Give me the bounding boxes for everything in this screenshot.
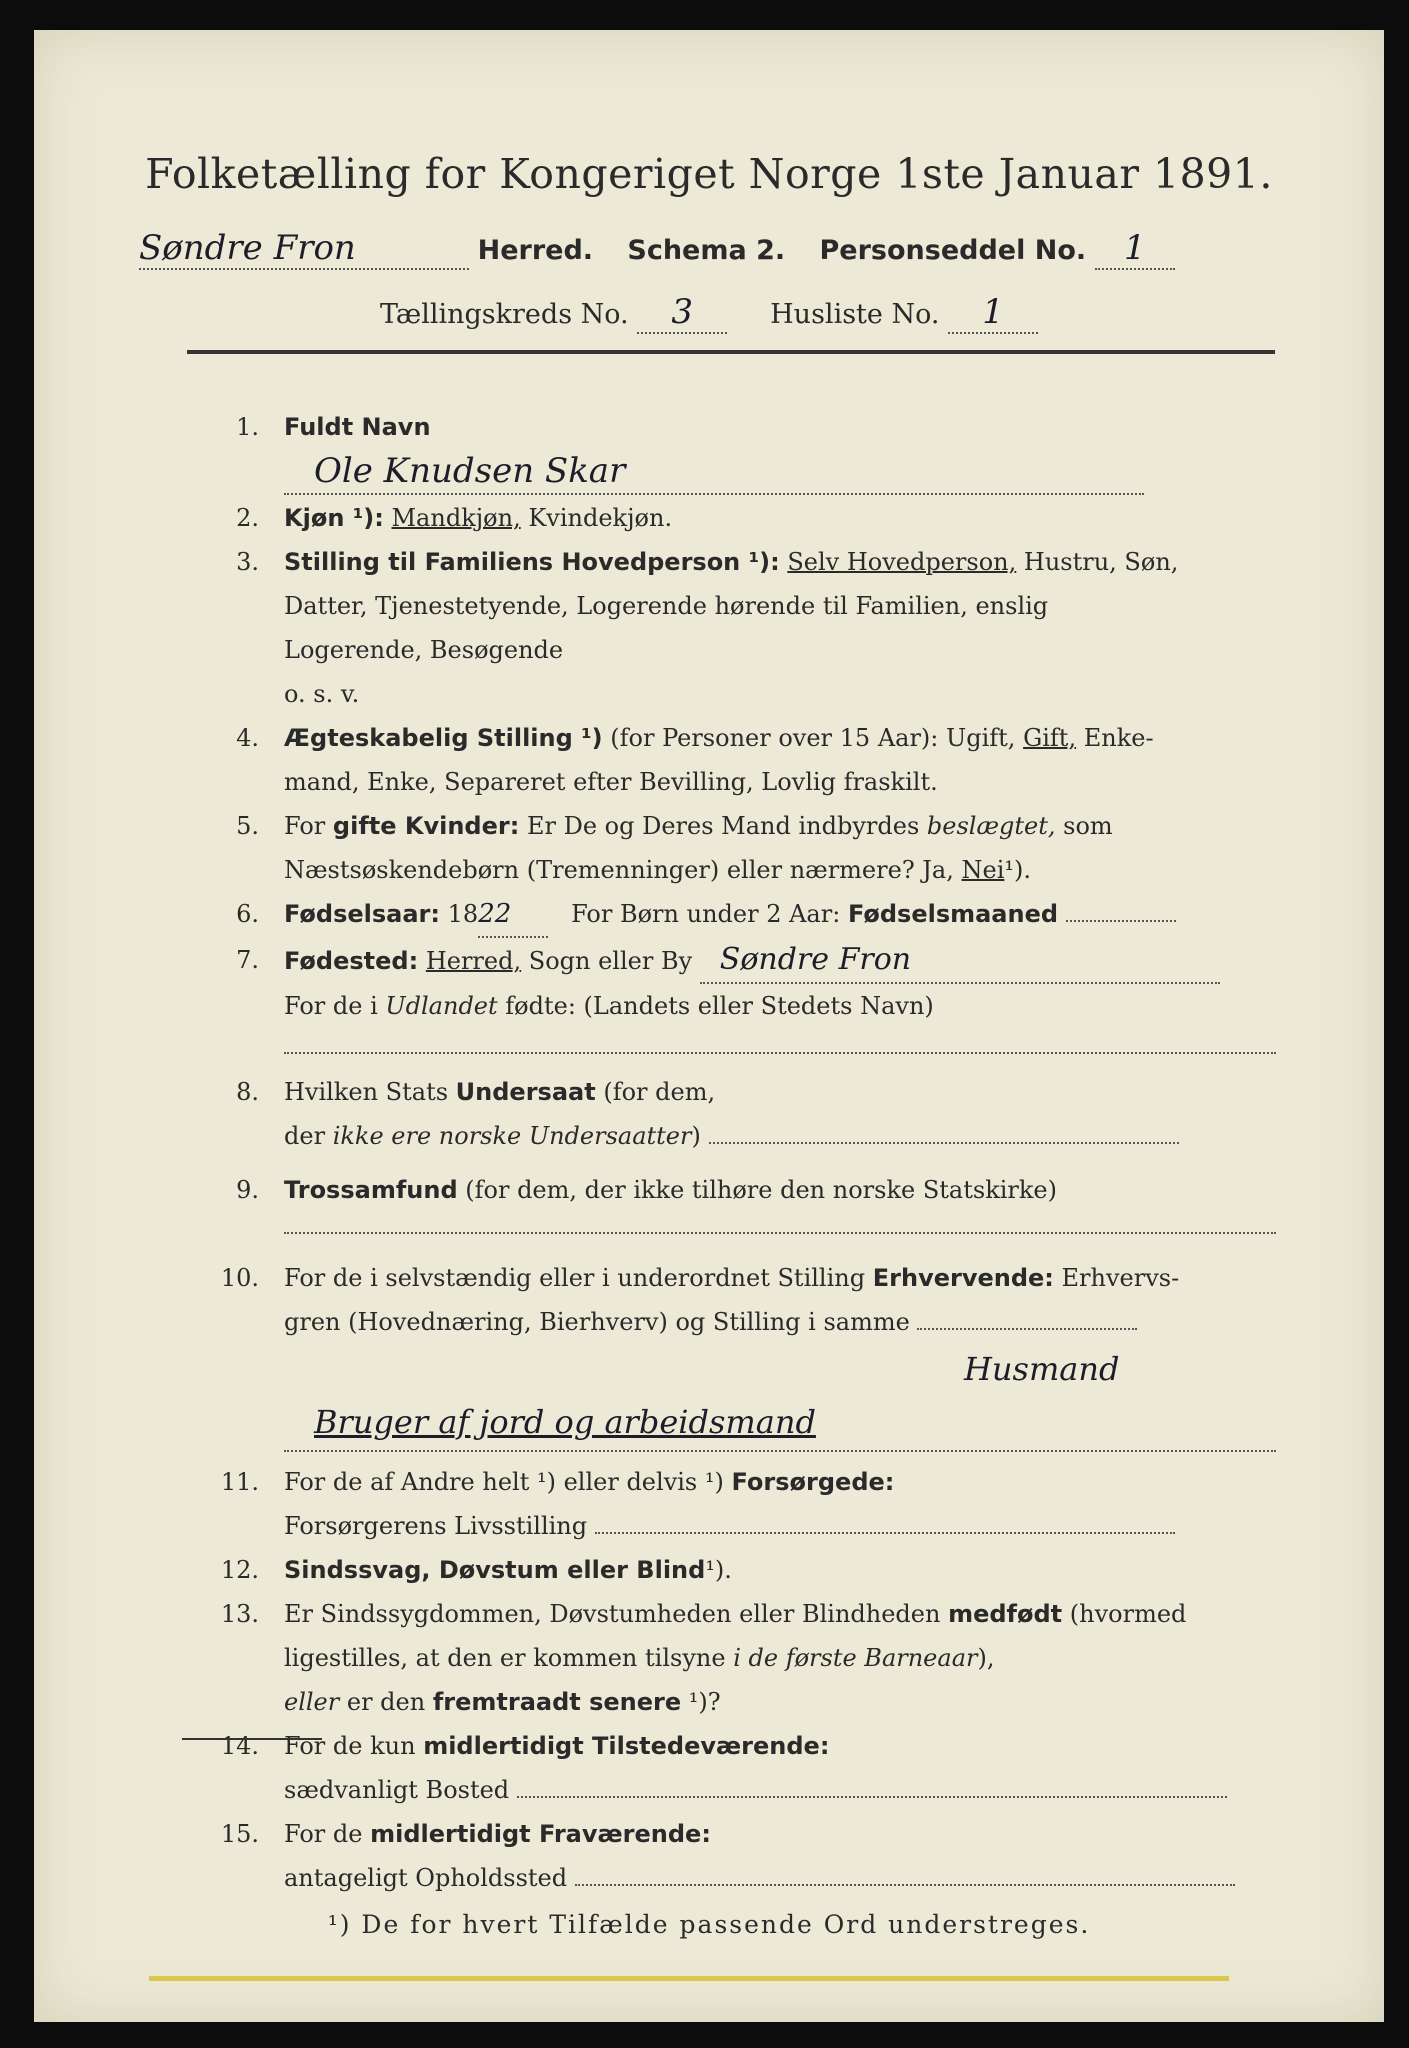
item-label: gifte Kvinder:: [332, 812, 520, 840]
item-text-italic: beslægtet,: [926, 812, 1056, 840]
item-text: (for dem, der ikke tilhøre den norske Statskirke): [465, 1176, 1057, 1204]
item-15: [184, 1812, 1276, 1900]
header-row-herred: [139, 228, 1264, 270]
header-divider: [187, 350, 1275, 354]
item-label: midlertidigt Fraværende:: [370, 1820, 711, 1848]
footnote-divider: [182, 1738, 322, 1740]
provider-blank: [595, 1532, 1175, 1534]
item-text: Hvilken Stats: [284, 1078, 449, 1106]
item-label: fremtraadt senere: [432, 1688, 682, 1716]
item-text: For Børn under 2 Aar:: [571, 900, 841, 928]
item-label: Fødselsmaaned: [847, 900, 1059, 928]
item-text: For de i: [284, 992, 378, 1020]
item-text: Erhvervs-: [1061, 1264, 1180, 1292]
item-text: Er Sindssygdommen, Døvstumheden eller Blindheden: [284, 1600, 941, 1628]
form-items: [184, 405, 1276, 1900]
birth-month-blank: [1066, 920, 1176, 922]
option-gift-underlined: Gift,: [1023, 724, 1077, 752]
header-row-kreds: [34, 292, 1384, 334]
bottom-yellow-line: [149, 1976, 1229, 1981]
item-text: antageligt Opholdssted: [284, 1864, 568, 1892]
item-number: 10.: [220, 1264, 259, 1292]
probable-residence-blank: [575, 1884, 1235, 1886]
option-nei-underlined: Nei: [961, 856, 1005, 884]
item-number: 11.: [220, 1468, 259, 1496]
item-label: Fødselsaar:: [284, 900, 440, 928]
item-number: 8.: [236, 1078, 259, 1106]
item-text: fødte: (Landets eller Stedets Navn): [505, 992, 934, 1020]
item-text: ligestilles, at den er kommen tilsyne: [284, 1644, 726, 1672]
option-kvindekjon: Kvindekjøn.: [528, 504, 673, 532]
option-mandkjon-underlined: Mandkjøn,: [391, 504, 521, 532]
item-text: For de kun: [284, 1732, 416, 1760]
personseddel-label: Personseddel No.: [819, 235, 1087, 266]
item-label: Undersaat: [455, 1078, 596, 1106]
item-11: [184, 1460, 1276, 1548]
item-text-italic: Udlandet: [385, 992, 498, 1020]
item-text-italic: ikke ere norske Undersaatter: [332, 1122, 692, 1150]
item-6: [184, 892, 1276, 938]
item-text: der: [284, 1122, 326, 1150]
item-text: Næstsøskendebørn (Tremenninger) eller nærmere? Ja,: [284, 856, 954, 884]
occupation-hand-row-1: [284, 1344, 1276, 1394]
item-text: For de af Andre helt ¹) eller delvis ¹): [284, 1468, 724, 1496]
item-number: 3.: [236, 548, 259, 576]
item-text: For de i selvstændig eller i underordnet Stilling: [284, 1264, 866, 1292]
husliste-number: 1: [948, 292, 1038, 334]
kreds-number: 3: [637, 292, 727, 334]
item-number: 1.: [236, 413, 259, 441]
item-7: [184, 938, 1276, 1028]
item-label: Erhvervende:: [872, 1264, 1054, 1292]
item-text: Sogn eller By: [528, 947, 693, 975]
item-8: [184, 1070, 1276, 1158]
item-number: 9.: [236, 1176, 259, 1204]
item-5: [184, 804, 1276, 892]
item-label: Fuldt Navn: [284, 413, 431, 441]
item-text: er den: [346, 1688, 426, 1716]
item-4: [184, 716, 1276, 804]
item-10: [184, 1256, 1276, 1452]
foreign-birthplace-blank: [284, 1028, 1276, 1054]
item-text: mand, Enke, Separeret efter Bevilling, Lovlig fraskilt.: [284, 768, 938, 796]
religion-blank: [284, 1212, 1276, 1234]
item-label: Sindssvag, Døvstum eller Blind: [284, 1556, 706, 1584]
item-number: 12.: [220, 1556, 259, 1584]
item-1: [184, 405, 1276, 496]
schema-label: Schema 2.: [627, 235, 786, 266]
item-label: Trossamfund: [284, 1176, 458, 1204]
item-text: For de: [284, 1820, 363, 1848]
kreds-label: Tællingskreds No.: [379, 299, 629, 330]
birth-year-prefix: 18: [447, 900, 479, 928]
item-text: Datter, Tjenestetyende, Logerende hørende til Familien, enslig: [284, 592, 1049, 620]
item-text: (for Personer over 15 Aar): Ugift,: [610, 724, 1016, 752]
item-text: ¹).: [705, 1556, 732, 1584]
item-text-italic: i de første Barneaar: [733, 1644, 978, 1672]
form-title: Folketælling for Kongeriget Norge 1ste Januar 1891.: [145, 150, 1273, 198]
item-14: [184, 1724, 1276, 1812]
herred-name: Søndre Fron: [139, 228, 469, 270]
occupation-hand-1: Husmand: [964, 1350, 1120, 1388]
item-text: Er De og Deres Mand indbyrdes: [526, 812, 920, 840]
occupation-hand-2: Bruger af jord og arbeidsmand: [314, 1403, 816, 1441]
full-name-value: Ole Knudsen Skar: [284, 449, 1144, 495]
item-number: 13.: [220, 1600, 259, 1628]
item-3: [184, 540, 1276, 716]
herred-label: Herred.: [477, 235, 594, 266]
item-text: ): [691, 1122, 701, 1150]
item-text: ¹).: [1004, 856, 1032, 884]
item-number: 4.: [236, 724, 259, 752]
item-text: o. s. v.: [284, 680, 360, 708]
item-label: midlertidigt Tilstedeværende:: [423, 1732, 830, 1760]
item-text: (for dem,: [603, 1078, 716, 1106]
husliste-label: Husliste No.: [770, 299, 940, 330]
item-number: 14.: [220, 1732, 259, 1760]
item-text: (hvormed: [1069, 1600, 1187, 1628]
census-form-page: [34, 30, 1384, 2022]
item-label: Stilling til Familiens Hovedperson ¹):: [284, 548, 780, 576]
item-label: Fødested:: [284, 947, 419, 975]
item-label: Kjøn ¹):: [284, 504, 384, 532]
birthplace-value: Søndre Fron: [700, 938, 1220, 984]
occupation-hand-row-2: [284, 1394, 1276, 1452]
footnote: ¹) De for hvert Tilfælde passende Ord understreges.: [327, 1910, 1091, 1939]
occupation-blank: [917, 1328, 1137, 1330]
item-number: 2.: [236, 504, 259, 532]
item-text: som: [1063, 812, 1113, 840]
item-number: 5.: [236, 812, 259, 840]
item-text: Enke-: [1083, 724, 1154, 752]
item-text: For: [284, 812, 326, 840]
item-number: 15.: [220, 1820, 259, 1848]
personseddel-number: 1: [1095, 228, 1175, 270]
item-text: sædvanligt Bosted: [284, 1776, 510, 1804]
item-text: ),: [977, 1644, 995, 1672]
item-text: gren (Hovednæring, Bierhverv) og Stilling i samme: [284, 1308, 910, 1336]
item-number: 7.: [236, 946, 259, 974]
item-text: Hustru, Søn,: [1023, 548, 1179, 576]
item-label: medfødt: [948, 1600, 1063, 1628]
nationality-blank: [709, 1142, 1179, 1144]
birth-year-value: 22: [478, 892, 548, 938]
usual-residence-blank: [517, 1796, 1227, 1798]
item-13: [184, 1592, 1276, 1724]
option-selv-hovedperson-underlined: Selv Hovedperson,: [787, 548, 1017, 576]
item-label: Forsørgede:: [731, 1468, 895, 1496]
item-text-italic: eller: [284, 1688, 340, 1716]
item-number: 6.: [236, 900, 259, 928]
option-herred-underlined: Herred,: [425, 947, 522, 975]
item-text: ¹)?: [688, 1688, 721, 1716]
item-text: Logerende, Besøgende: [284, 636, 564, 664]
item-9: [184, 1168, 1276, 1212]
item-label: Ægteskabelig Stilling ¹): [284, 724, 603, 752]
item-12: [184, 1548, 1276, 1592]
item-text: Forsørgerens Livsstilling: [284, 1512, 588, 1540]
item-2: [184, 496, 1276, 540]
